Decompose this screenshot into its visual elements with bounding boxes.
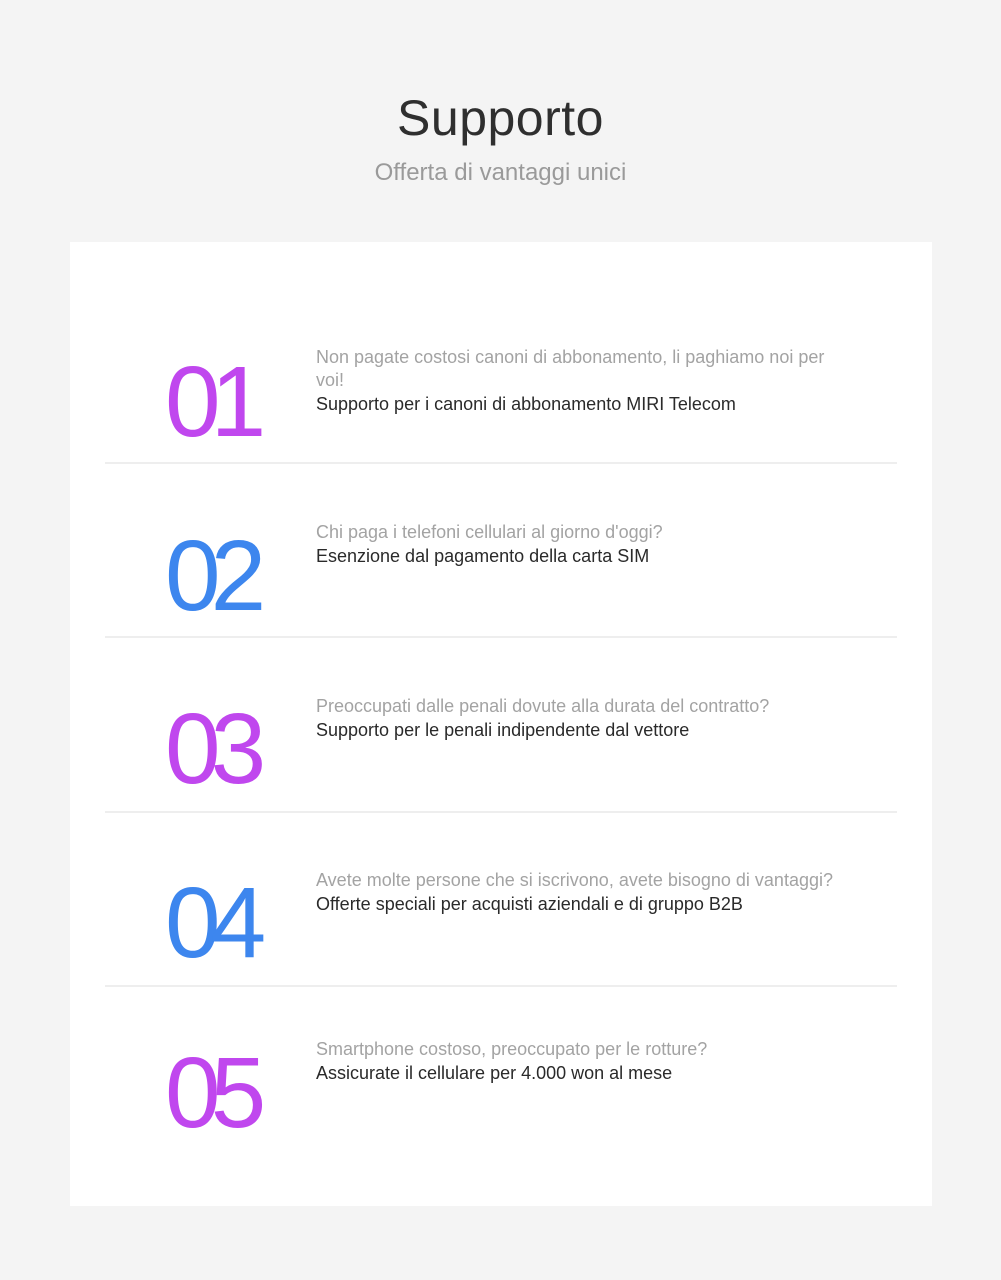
item-number: 02: [165, 520, 257, 632]
item-number: 03: [165, 693, 257, 805]
item-answer: Assicurate il cellulare per 4.000 won al mese: [316, 1063, 673, 1083]
item-answer: Supporto per i canoni di abbonamento MIRI Telecom: [316, 394, 736, 414]
item-answer: Esenzione dal pagamento della carta SIM: [316, 546, 650, 566]
item-number: 04: [165, 867, 257, 979]
page-header: [0, 88, 1001, 188]
page-title: Supporto: [397, 90, 604, 146]
item-question: Smartphone costoso, preoccupato per le rotture?: [316, 1039, 708, 1059]
page-subtitle: Offerta di vantaggi unici: [374, 159, 627, 186]
support-card: [70, 242, 932, 1206]
item-answer: Offerte speciali per acquisti aziendali e di gruppo B2B: [316, 894, 743, 914]
item-question: Preoccupati dalle penali dovute alla durata del contratto?: [316, 696, 770, 716]
item-texts: [316, 1038, 856, 1085]
item-question: Non pagate costosi canoni di abbonamento, li paghiamo noi per voi!: [316, 347, 825, 390]
item-number: 01: [165, 346, 257, 458]
item-texts: [316, 695, 856, 742]
support-item-01: [105, 290, 897, 464]
support-item-02: [105, 464, 897, 638]
item-question: Chi paga i telefoni cellulari al giorno d'oggi?: [316, 522, 663, 542]
support-item-04: [105, 813, 897, 987]
item-question: Avete molte persone che si iscrivono, avete bisogno di vantaggi?: [316, 870, 833, 890]
item-texts: [316, 521, 856, 568]
item-answer: Supporto per le penali indipendente dal vettore: [316, 720, 690, 740]
support-item-05: [105, 987, 897, 1161]
support-item-03: [105, 639, 897, 813]
item-texts: [316, 869, 856, 916]
item-texts: [316, 346, 856, 416]
item-number: 05: [165, 1037, 257, 1149]
